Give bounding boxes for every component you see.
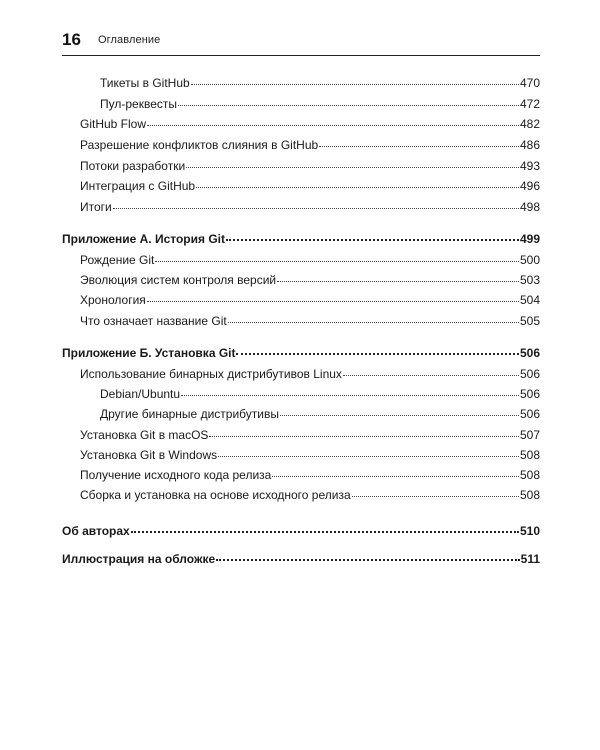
toc-entry-page: 508 — [519, 468, 540, 482]
toc-entry-page: 472 — [519, 97, 540, 111]
toc-entry — [80, 488, 540, 506]
toc-chapter-entry — [62, 232, 540, 250]
dot-leader — [226, 239, 519, 241]
toc-entry-title: Использование бинарных дистрибутивов Linux — [80, 367, 342, 381]
dot-leader — [343, 375, 519, 376]
toc-entry-title: Хронология — [80, 293, 146, 307]
page-header — [62, 30, 540, 54]
toc-entry-title: Сборка и установка на основе исходного релиза — [80, 488, 351, 502]
dot-leader — [352, 496, 519, 497]
toc-entry-page: 470 — [519, 76, 540, 90]
toc-entry-page: 511 — [520, 552, 540, 566]
toc-entry — [80, 367, 540, 385]
toc-entry-page: 504 — [519, 293, 540, 307]
toc-entry — [80, 293, 540, 311]
toc-entry — [80, 159, 540, 177]
dot-leader — [113, 208, 519, 209]
toc-entry-title: Что означает название Git — [80, 314, 227, 328]
toc-entry-title: Debian/Ubuntu — [100, 387, 181, 401]
toc-entry-title: Иллюстрация на обложке — [62, 552, 216, 566]
toc-chapter-entry — [62, 524, 540, 542]
toc-entry-page: 500 — [519, 253, 540, 267]
toc-entry — [80, 448, 540, 466]
toc-entry-title: Другие бинарные дистрибутивы — [100, 407, 279, 421]
dot-leader — [147, 301, 519, 302]
toc-entry-page: 508 — [519, 488, 540, 502]
toc-entry-page: 506 — [519, 367, 540, 381]
toc-entry-title: Приложение А. История Git — [62, 232, 226, 246]
running-title: Оглавление — [98, 34, 161, 46]
page-number: 16 — [62, 30, 81, 49]
toc-entry — [100, 76, 540, 94]
toc-entry-page: 506 — [519, 407, 540, 421]
dot-leader — [236, 353, 518, 355]
toc-entry-title: Приложение Б. Установка Git — [62, 346, 236, 360]
toc-entry — [80, 468, 540, 486]
toc-entry-page: 507 — [519, 428, 540, 442]
dot-leader — [209, 436, 519, 437]
toc-entry-title: Пул-реквесты — [100, 97, 177, 111]
dot-leader — [191, 84, 519, 85]
toc-entry-title: Эволюция систем контроля версий — [80, 273, 277, 287]
dot-leader — [319, 146, 519, 147]
toc-entry — [80, 253, 540, 271]
dot-leader — [131, 531, 519, 533]
dot-leader — [272, 476, 519, 477]
toc-entry-page: 486 — [519, 138, 540, 152]
toc-entry — [80, 314, 540, 332]
toc-entry — [80, 179, 540, 197]
toc-entry — [80, 117, 540, 135]
dot-leader — [178, 105, 519, 106]
toc-entry-page: 482 — [519, 117, 540, 131]
toc-entry-page: 503 — [519, 273, 540, 287]
toc-entry-title: Потоки разработки — [80, 159, 186, 173]
toc-entry — [100, 387, 540, 405]
toc-entry — [80, 200, 540, 218]
toc-entry-page: 510 — [519, 524, 540, 538]
dot-leader — [218, 456, 519, 457]
toc-entry-page: 493 — [519, 159, 540, 173]
toc-entry-title: Разрешение конфликтов слияния в GitHub — [80, 138, 319, 152]
dot-leader — [196, 187, 519, 188]
toc-entry-page: 498 — [519, 200, 540, 214]
dot-leader — [181, 395, 519, 396]
dot-leader — [280, 415, 519, 416]
toc-entry-title: Итоги — [80, 200, 112, 214]
toc-entry-title: Установка Git в Windows — [80, 448, 218, 462]
dot-leader — [186, 167, 519, 168]
toc-entry-title: Рождение Git — [80, 253, 155, 267]
toc-entry-title: Об авторах — [62, 524, 130, 538]
dot-leader — [216, 559, 520, 561]
toc-entry-title: Тикеты в GitHub — [100, 76, 190, 90]
dot-leader — [155, 261, 519, 262]
toc-entry — [80, 138, 540, 156]
toc-chapter-entry — [62, 346, 540, 364]
header-rule — [62, 55, 540, 56]
dot-leader — [147, 125, 519, 126]
toc-entry-title: Интеграция с GitHub — [80, 179, 196, 193]
toc-entry-page: 496 — [519, 179, 540, 193]
toc-entry — [100, 97, 540, 115]
toc-entry-page: 505 — [519, 314, 540, 328]
dot-leader — [277, 281, 519, 282]
toc-entry — [80, 428, 540, 446]
toc-entry-title: Установка Git в macOS — [80, 428, 209, 442]
toc-entry-page: 508 — [519, 448, 540, 462]
toc-entry-page: 499 — [519, 232, 540, 246]
dot-leader — [228, 322, 519, 323]
toc-entry-page: 506 — [519, 387, 540, 401]
toc-entry — [80, 273, 540, 291]
toc-chapter-entry — [62, 552, 540, 570]
toc-entry — [100, 407, 540, 425]
toc-entry-page: 506 — [519, 346, 540, 360]
toc-entry-title: Получение исходного кода релиза — [80, 468, 272, 482]
toc-entry-title: GitHub Flow — [80, 117, 147, 131]
